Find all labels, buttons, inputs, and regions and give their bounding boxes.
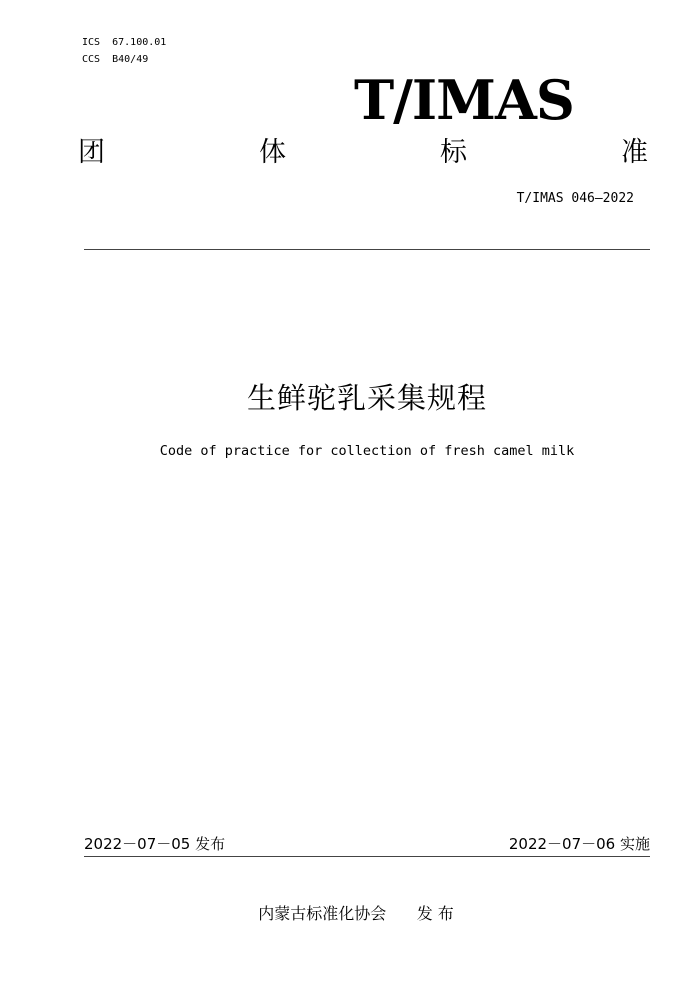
- ics-classification: [82, 36, 166, 50]
- document-title-chinese: 生鲜驼乳采集规程: [246, 381, 487, 415]
- ccs-label: CCS: [82, 54, 101, 65]
- publisher-name: 内蒙古标准化协会: [258, 904, 387, 923]
- implement-date: 2022－07－06 实施: [508, 835, 650, 853]
- publish-action: 发 布: [416, 904, 454, 923]
- standard-type-char: 团: [78, 137, 105, 168]
- document-title-english: Code of practice for collection of fresh camel milk: [159, 443, 575, 459]
- standard-number: T/IMAS 046—2022: [516, 191, 634, 206]
- standard-type-char: 体: [259, 137, 286, 168]
- standard-type-heading: [78, 136, 648, 170]
- organization-logo: T/IMAS: [354, 68, 574, 132]
- bottom-divider: [84, 856, 650, 857]
- ics-code: 67.100.01: [112, 37, 167, 48]
- publish-date: 2022－07－05 发布: [84, 835, 226, 853]
- publisher-line: [0, 903, 700, 925]
- standard-type-char: 标: [440, 137, 467, 168]
- standard-type-char: 准: [621, 137, 648, 168]
- ics-label: ICS: [82, 37, 101, 48]
- ccs-classification: [82, 53, 148, 67]
- ccs-code: B40/49: [112, 54, 149, 65]
- top-divider: [84, 249, 650, 250]
